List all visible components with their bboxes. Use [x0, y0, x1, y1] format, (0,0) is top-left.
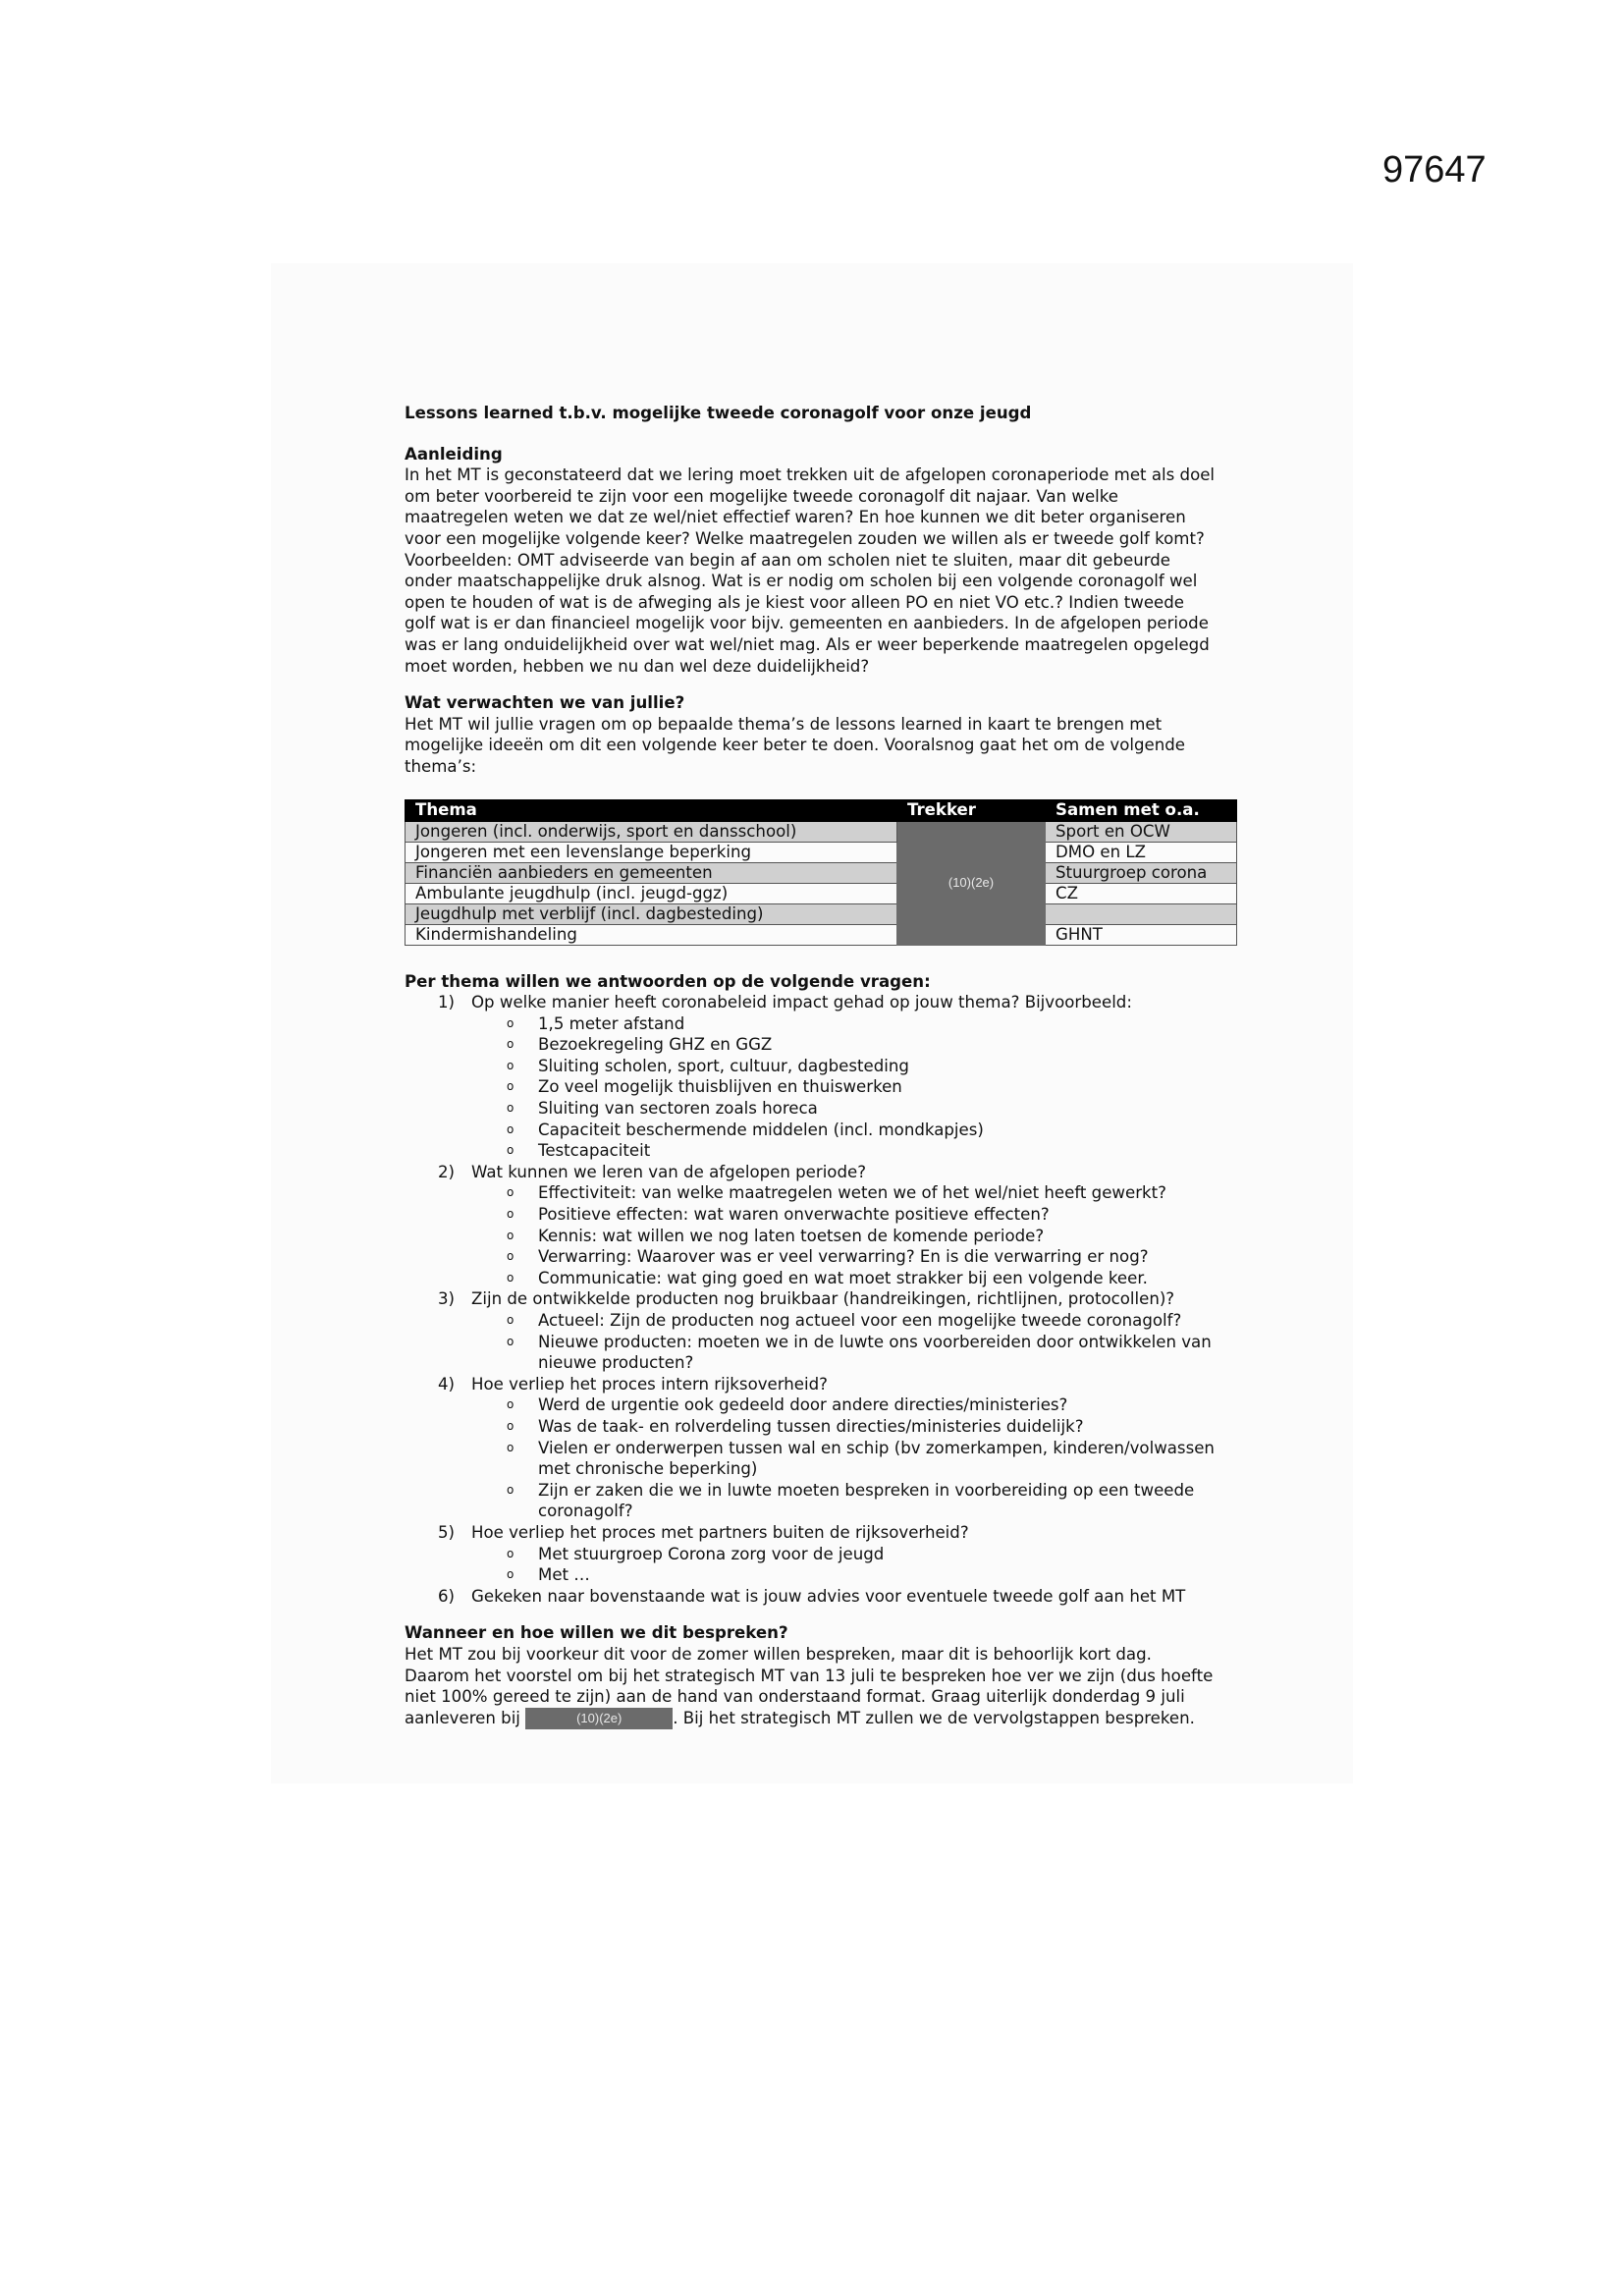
vervolgstappen-text: . Bij het strategisch MT zullen we de vervolgstappen bespreken. — [673, 1708, 1195, 1727]
circle-bullet-icon: o — [507, 1397, 514, 1412]
text-line: maatregelen weten we dat ze wel/niet effectief waren? En hoe kunnen we dit beter organiseren — [405, 508, 1186, 527]
question-text: Hoe verliep het proces met partners buiten de rijksoverheid? — [471, 1522, 969, 1542]
bespreken-heading: Wanneer en hoe willen we dit bespreken? — [405, 1623, 788, 1643]
text-line: Het MT wil jullie vragen om op bepaalde thema’s de lessons learned in kaart te brengen met — [405, 714, 1163, 734]
question-number: 3) — [438, 1289, 456, 1309]
list-item — [471, 1246, 1239, 1268]
text-line: was er lang onduidelijkheid over wat wel/niet mag. Als er weer beperkende maatregelen opgelegd — [405, 634, 1210, 654]
text-line: Het MT zou bij voorkeur dit voor de zomer willen bespreken, maar dit is behoorlijk kort dag. — [405, 1644, 1152, 1664]
circle-bullet-icon: o — [507, 1270, 514, 1285]
question-text: Wat kunnen we leren van de afgelopen periode? — [471, 1162, 867, 1181]
sub-list — [471, 1310, 1239, 1374]
sub-item-text: Effectiviteit: van welke maatregelen weten we of het wel/niet heeft gewerkt? — [538, 1183, 1166, 1203]
list-item — [471, 1268, 1239, 1289]
sub-item-text: Testcapaciteit — [538, 1141, 651, 1161]
text-line: Daarom het voorstel om bij het strategisch MT van 13 juli te bespreken hoe ver we zijn (dus hoefte — [405, 1666, 1214, 1685]
text-line: onder maatschappelijke druk alsnog. Wat is er nodig om scholen bij een volgende coronagolf wel — [405, 572, 1198, 591]
table-row — [406, 862, 1237, 883]
question-number: 2) — [438, 1162, 456, 1181]
question-item — [405, 1586, 1239, 1608]
sub-item-text: Met … — [538, 1565, 590, 1585]
text-line: om beter voorbereid te zijn voor een mogelijke tweede coronagolf dit najaar. Van welke — [405, 486, 1118, 506]
question-text: Op welke manier heeft coronabeleid impact gehad op jouw thema? Bijvoorbeeld: — [471, 993, 1132, 1012]
list-item — [471, 1544, 1239, 1565]
question-item — [405, 1288, 1239, 1373]
circle-bullet-icon: o — [507, 1228, 514, 1242]
themes-table — [405, 799, 1237, 946]
list-item — [471, 1140, 1239, 1162]
cell-thema: Ambulante jeugdhulp (incl. jeugd-ggz) — [406, 883, 897, 903]
list-item — [471, 1226, 1239, 1247]
col-header-trekker: Trekker — [897, 799, 1046, 821]
text-line: voor een mogelijke volgende keer? Welke maatregelen zouden we willen als er tweede golf komt? — [405, 528, 1205, 548]
cell-samen: Stuurgroep corona — [1046, 862, 1237, 883]
table-row — [406, 883, 1237, 903]
cell-samen: GHNT — [1046, 924, 1237, 945]
sub-item-text: Positieve effecten: wat waren onverwachte positieve effecten? — [538, 1205, 1050, 1225]
text-line: In het MT is geconstateerd dat we lering moet trekken uit de afgelopen coronaperiode met als doel — [405, 465, 1216, 485]
list-item — [471, 1013, 1239, 1035]
list-item — [471, 1204, 1239, 1226]
sub-item-text: 1,5 meter afstand — [538, 1013, 685, 1033]
text-line: mogelijke ideeën om dit een volgende keer beter te doen. Vooralsnog gaat het om de volgende — [405, 736, 1186, 755]
document-title: Lessons learned t.b.v. mogelijke tweede coronagolf voor onze jeugd — [405, 404, 1032, 422]
list-item — [471, 1480, 1239, 1522]
aanleiding-text — [405, 465, 1239, 677]
table-row — [406, 821, 1237, 842]
vragen-heading: Per thema willen we antwoorden op de volgende vragen: — [405, 971, 931, 991]
vragen-section — [405, 971, 1239, 1608]
circle-bullet-icon: o — [507, 1058, 514, 1072]
bespreken-last-line — [405, 1708, 1239, 1730]
sub-item-text: Communicatie: wat ging goed en wat moet strakker bij een volgende keer. — [538, 1268, 1148, 1287]
list-item — [471, 1394, 1239, 1416]
table-row — [406, 903, 1237, 924]
circle-bullet-icon: o — [507, 1185, 514, 1200]
question-number: 1) — [438, 993, 456, 1012]
circle-bullet-icon: o — [507, 1482, 514, 1497]
circle-bullet-icon: o — [507, 1079, 514, 1094]
cell-thema: Financiën aanbieders en gemeenten — [406, 862, 897, 883]
col-header-samen: Samen met o.a. — [1046, 799, 1237, 821]
cell-samen: DMO en LZ — [1046, 842, 1237, 862]
question-number: 5) — [438, 1522, 456, 1542]
text-line: thema’s: — [405, 756, 477, 776]
question-text: Zijn de ontwikkelde producten nog bruikbaar (handreikingen, richtlijnen, protocollen)? — [471, 1289, 1175, 1309]
sub-item-text: Capaciteit beschermende middelen (incl. mondkapjes) — [538, 1120, 984, 1139]
aanleiding-section — [405, 444, 1239, 678]
circle-bullet-icon: o — [507, 1143, 514, 1158]
sub-item-text: Bezoekregeling GHZ en GGZ — [538, 1035, 773, 1055]
col-header-thema: Thema — [406, 799, 897, 821]
sub-item-text: Zijn er zaken die we in luwte moeten bespreken in voorbereiding op een tweede coronagolf? — [538, 1480, 1195, 1521]
redaction-box: (10)(2e) — [897, 821, 1046, 945]
list-item — [471, 1076, 1239, 1098]
text-line: niet 100% gereed te zijn) aan de hand van onderstaand format. Graag uiterlijk donderdag 9 juli — [405, 1687, 1185, 1707]
sub-item-text: Vielen er onderwerpen tussen wal en schip (bv zomerkampen, kinderen/volwassen met chronische beperking) — [538, 1438, 1215, 1479]
text-line: Voorbeelden: OMT adviseerde van begin af aan om scholen niet te sluiten, maar dit gebeurde — [405, 550, 1170, 570]
sub-item-text: Sluiting van sectoren zoals horeca — [538, 1099, 818, 1119]
list-item — [471, 1438, 1239, 1480]
sub-item-text: Sluiting scholen, sport, cultuur, dagbesteding — [538, 1056, 909, 1075]
verwachting-section — [405, 692, 1239, 777]
bespreken-text — [405, 1644, 1239, 1708]
question-item — [405, 1162, 1239, 1289]
verwachting-text — [405, 714, 1239, 778]
list-item — [471, 1120, 1239, 1141]
redaction-box: (10)(2e) — [525, 1708, 673, 1729]
sub-list — [471, 1544, 1239, 1586]
sub-item-text: Zo veel mogelijk thuisblijven en thuiswerken — [538, 1077, 902, 1097]
text-line: moet worden, hebben we nu dan wel deze duidelijkheid? — [405, 656, 870, 676]
circle-bullet-icon: o — [507, 1546, 514, 1560]
question-text: Gekeken naar bovenstaande wat is jouw advies voor eventuele tweede golf aan het MT — [471, 1586, 1186, 1606]
circle-bullet-icon: o — [507, 1334, 514, 1348]
question-item — [405, 1522, 1239, 1586]
cell-samen: Sport en OCW — [1046, 821, 1237, 842]
sub-item-text: Met stuurgroep Corona zorg voor de jeugd — [538, 1544, 885, 1563]
table-header-row — [406, 799, 1237, 821]
cell-thema: Jongeren met een levenslange beperking — [406, 842, 897, 862]
circle-bullet-icon: o — [507, 1101, 514, 1116]
list-item — [471, 1416, 1239, 1438]
cell-samen — [1046, 903, 1237, 924]
list-item — [471, 1564, 1239, 1586]
cell-samen: CZ — [1046, 883, 1237, 903]
sub-item-text: Was de taak- en rolverdeling tussen directies/ministeries duidelijk? — [538, 1416, 1084, 1436]
cell-thema: Kindermishandeling — [406, 924, 897, 945]
text-line: golf wat is er dan financieel mogelijk voor bijv. gemeenten en aanbieders. In de afgelopen periode — [405, 614, 1209, 633]
aanleveren-text: aanleveren bij — [405, 1708, 520, 1727]
list-item — [471, 1098, 1239, 1120]
question-item — [405, 1374, 1239, 1522]
bespreken-section — [405, 1622, 1239, 1729]
text-line: open te houden of wat is de afweging als je kiest voor alleen PO en niet VO etc.? Indien tweede — [405, 592, 1185, 612]
circle-bullet-icon: o — [507, 1015, 514, 1030]
circle-bullet-icon: o — [507, 1440, 514, 1454]
circle-bullet-icon: o — [507, 1567, 514, 1582]
cell-thema: Jongeren (incl. onderwijs, sport en dansschool) — [406, 821, 897, 842]
aanleiding-heading: Aanleiding — [405, 444, 503, 464]
table-row — [406, 924, 1237, 945]
circle-bullet-icon: o — [507, 1207, 514, 1222]
circle-bullet-icon: o — [507, 1418, 514, 1433]
document-body — [405, 403, 1239, 1729]
sub-item-text: Nieuwe producten: moeten we in de luwte ons voorbereiden door ontwikkelen van nieuwe producten? — [538, 1332, 1212, 1373]
sub-item-text: Kennis: wat willen we nog laten toetsen de komende periode? — [538, 1226, 1045, 1245]
question-number: 6) — [438, 1586, 456, 1606]
list-item — [471, 1310, 1239, 1332]
question-item — [405, 992, 1239, 1162]
sub-list — [471, 1394, 1239, 1522]
sub-item-text: Werd de urgentie ook gedeeld door andere directies/ministeries? — [538, 1395, 1068, 1415]
table-row — [406, 842, 1237, 862]
sub-item-text: Verwarring: Waarover was er veel verwarring? En is die verwarring er nog? — [538, 1247, 1149, 1267]
sub-item-text: Actueel: Zijn de producten nog actueel voor een mogelijke tweede coronagolf? — [538, 1311, 1182, 1330]
list-item — [471, 1182, 1239, 1204]
document-number: 97647 — [1382, 149, 1487, 191]
circle-bullet-icon: o — [507, 1037, 514, 1052]
circle-bullet-icon: o — [507, 1249, 514, 1264]
cell-thema: Jeugdhulp met verblijf (incl. dagbesteding) — [406, 903, 897, 924]
question-list — [405, 992, 1239, 1607]
list-item — [471, 1034, 1239, 1056]
list-item — [471, 1056, 1239, 1077]
list-item — [471, 1332, 1239, 1374]
question-number: 4) — [438, 1374, 456, 1394]
verwachting-heading: Wat verwachten we van jullie? — [405, 693, 685, 713]
sub-list — [471, 1013, 1239, 1162]
sub-list — [471, 1182, 1239, 1288]
circle-bullet-icon: o — [507, 1121, 514, 1136]
circle-bullet-icon: o — [507, 1313, 514, 1327]
question-text: Hoe verliep het proces intern rijksoverheid? — [471, 1374, 828, 1394]
